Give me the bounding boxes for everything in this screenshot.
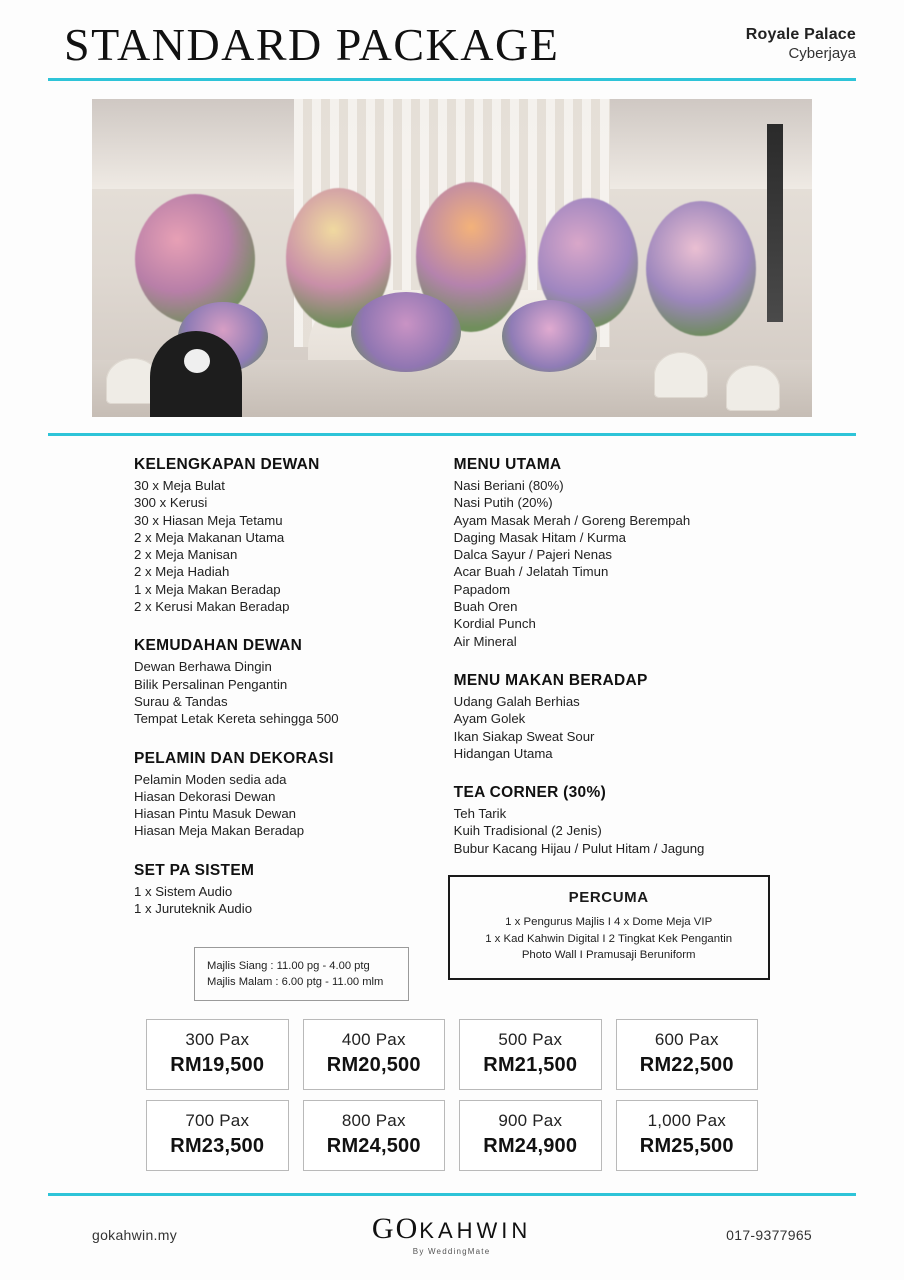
section-title-kemudahan: KEMUDAHAN DEWAN — [134, 637, 303, 655]
list-kemudahan — [134, 658, 420, 727]
majlis-time-box — [194, 947, 409, 1001]
majlis-malam-time: Majlis Malam : 6.00 ptg - 11.00 mlm — [207, 976, 384, 989]
section-title-pelamin: PELAMIN DAN DEKORASI — [134, 749, 334, 767]
list-item: Kordial Punch — [453, 616, 536, 632]
section-title-tea-corner: TEA CORNER (30%) — [453, 784, 607, 802]
price-amount: RM25,500 — [639, 1135, 734, 1158]
list-item: 2 x Meja Makanan Utama — [134, 529, 285, 545]
list-item: Surau & Tandas — [134, 693, 228, 709]
section-title-menu-utama: MENU UTAMA — [453, 456, 562, 473]
price-grid — [48, 1001, 856, 1171]
price-amount: RM23,500 — [170, 1135, 265, 1158]
footer-website[interactable]: gokahwin.my — [92, 1227, 178, 1244]
list-item: Dalca Sayur / Pajeri Nenas — [453, 547, 612, 563]
price-amount: RM24,500 — [326, 1135, 421, 1158]
details-left-column — [48, 456, 420, 1001]
percuma-line: 1 x Kad Kahwin Digital I 2 Tingkat Kek Pengantin — [485, 932, 733, 945]
list-item: Pelamin Moden sedia ada — [134, 771, 287, 787]
price-pax: 1,000 Pax — [647, 1111, 726, 1131]
price-pax: 400 Pax — [341, 1030, 406, 1050]
price-pax: 500 Pax — [498, 1030, 563, 1050]
list-kelengkapan — [134, 477, 420, 615]
list-item: Nasi Putih (20%) — [453, 495, 553, 511]
hero-photo-wedding-stage — [92, 99, 812, 417]
list-menu-beradap — [454, 693, 856, 762]
list-item: Udang Galah Berhias — [453, 693, 580, 709]
list-item: Nasi Beriani (80%) — [453, 478, 564, 493]
list-tea-corner — [454, 805, 856, 857]
section-title-menu-beradap: MENU MAKAN BERADAP — [453, 671, 648, 689]
list-item: Hiasan Pintu Masuk Dewan — [134, 806, 296, 822]
list-item: Bubur Kacang Hijau / Pulut Hitam / Jagung — [453, 840, 705, 856]
logo-wordmark — [372, 1214, 531, 1244]
list-item: Buah Oren — [453, 599, 518, 615]
list-item: Kuih Tradisional (2 Jenis) — [453, 823, 602, 839]
list-item: 1 x Meja Makan Beradap — [134, 581, 281, 597]
list-item: 30 x Hiasan Meja Tetamu — [134, 512, 283, 528]
logo-kahwin: KAHWIN — [419, 1218, 532, 1244]
venue-block — [746, 25, 856, 68]
section-title-kelengkapan: KELENGKAPAN DEWAN — [134, 456, 320, 473]
section-title-pa-sistem: SET PA SISTEM — [134, 861, 255, 879]
price-amount: RM22,500 — [639, 1054, 734, 1077]
venue-name: Royale Palace — [745, 26, 856, 44]
price-pax: 900 Pax — [498, 1111, 563, 1131]
list-item: Bilik Persalinan Pengantin — [134, 676, 288, 692]
list-item: 2 x Meja Hadiah — [134, 564, 230, 580]
header — [48, 0, 856, 78]
list-item: Hidangan Utama — [453, 745, 553, 761]
details-right-column — [420, 456, 856, 1001]
price-cell — [616, 1019, 759, 1090]
list-item: Ayam Golek — [453, 711, 526, 727]
list-item: Ayam Masak Merah / Goreng Berempah — [453, 512, 691, 528]
price-pax: 600 Pax — [654, 1030, 719, 1050]
logo-go: GO — [371, 1212, 420, 1246]
list-menu-utama — [454, 477, 856, 650]
list-item: 2 x Meja Manisan — [134, 547, 238, 563]
logo-tagline: By WeddingMate — [412, 1247, 491, 1257]
price-cell — [303, 1100, 446, 1171]
percuma-line: Photo Wall I Pramusaji Beruniform — [521, 949, 696, 962]
price-cell — [303, 1019, 446, 1090]
price-cell — [146, 1019, 289, 1090]
venue-city: Cyberjaya — [788, 45, 856, 63]
price-amount: RM19,500 — [170, 1054, 265, 1077]
list-item: 300 x Kerusi — [134, 495, 208, 511]
price-amount: RM21,500 — [483, 1054, 578, 1077]
page-title: STANDARD PACKAGE — [64, 19, 560, 70]
list-item: Acar Buah / Jelatah Timun — [453, 564, 609, 580]
list-item: Papadom — [453, 581, 511, 597]
price-amount: RM20,500 — [326, 1054, 421, 1077]
price-amount: RM24,900 — [483, 1135, 578, 1158]
footer — [48, 1196, 856, 1256]
list-item: Air Mineral — [453, 633, 517, 649]
list-pelamin — [134, 771, 420, 840]
price-cell — [146, 1100, 289, 1171]
price-cell — [459, 1100, 602, 1171]
list-item: Daging Masak Hitam / Kurma — [453, 529, 626, 545]
list-item: Ikan Siakap Sweat Sour — [453, 728, 595, 744]
list-item: Dewan Berhawa Dingin — [134, 659, 272, 675]
list-item: Teh Tarik — [453, 806, 507, 822]
list-item: 1 x Sistem Audio — [134, 883, 233, 899]
footer-phone[interactable]: 017-9377965 — [726, 1227, 812, 1244]
percuma-box — [448, 875, 770, 980]
list-item: Hiasan Dekorasi Dewan — [134, 788, 276, 804]
list-item: Tempat Letak Kereta sehingga 500 — [134, 711, 339, 727]
package-details — [48, 436, 856, 1001]
list-item: 30 x Meja Bulat — [134, 478, 225, 493]
price-cell — [459, 1019, 602, 1090]
price-cell — [616, 1100, 759, 1171]
percuma-line: 1 x Pengurus Majlis I 4 x Dome Meja VIP — [505, 916, 713, 929]
list-item: Hiasan Meja Makan Beradap — [134, 823, 305, 839]
brand-logo — [372, 1214, 531, 1256]
hero-image-wrap — [48, 81, 856, 433]
price-pax: 700 Pax — [185, 1111, 250, 1131]
list-item: 1 x Juruteknik Audio — [134, 901, 253, 917]
majlis-siang-time: Majlis Siang : 11.00 pg - 4.00 ptg — [207, 960, 370, 973]
percuma-title: PERCUMA — [568, 889, 649, 907]
list-pa-sistem — [134, 883, 420, 918]
price-pax: 800 Pax — [341, 1111, 406, 1131]
price-pax: 300 Pax — [185, 1030, 250, 1050]
list-item: 2 x Kerusi Makan Beradap — [134, 599, 290, 615]
